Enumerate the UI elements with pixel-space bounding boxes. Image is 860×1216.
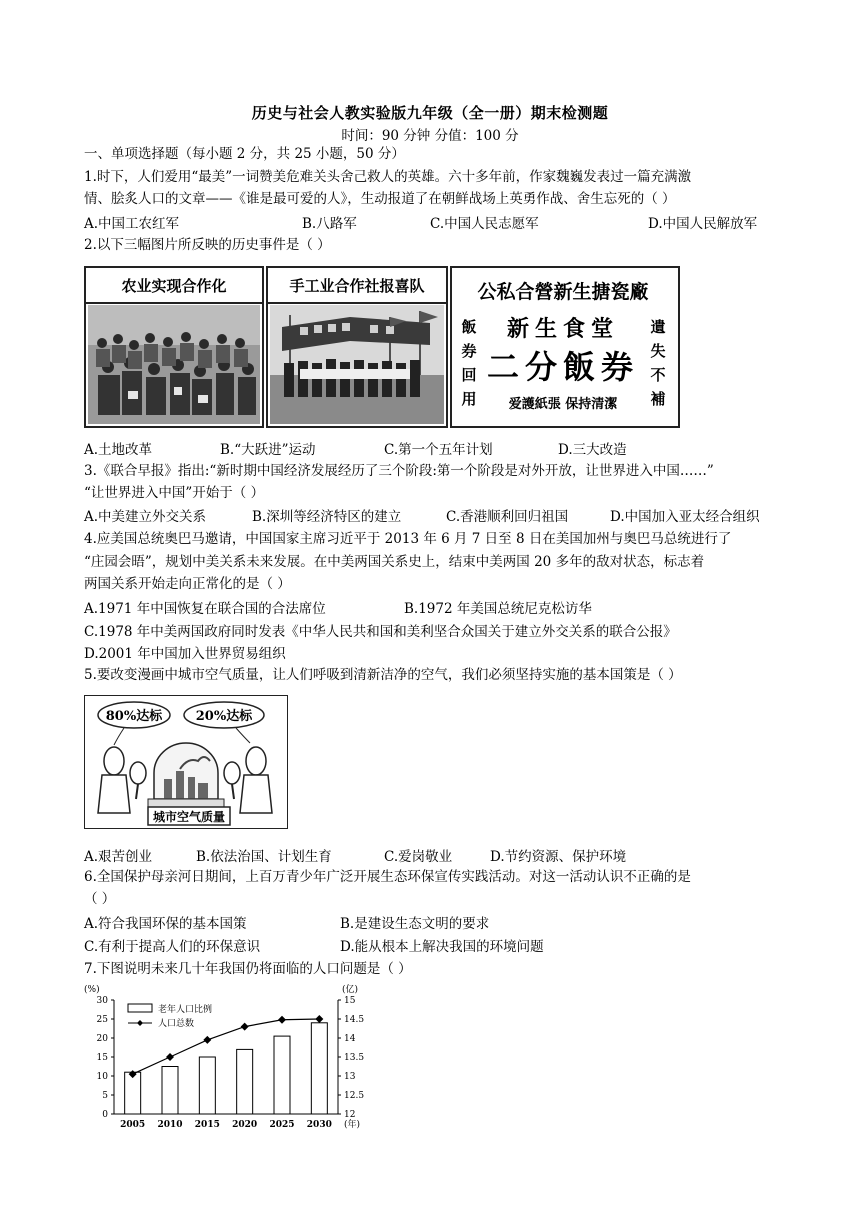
q5-option-a: A.艰苦创业 xyxy=(84,849,153,865)
right-axis-unit: (亿) xyxy=(342,985,359,995)
q3-stem-line1: 3.《联合早报》指出:“新时期中国经济发展经历了三个阶段:第一个阶段是对外开放，让世界进入中国……” xyxy=(84,463,714,479)
q1-option-b: B.八路军 xyxy=(302,216,357,232)
right-tick-label: 12.5 xyxy=(344,1091,365,1101)
exam-title: 历史与社会人教实验版九年级（全一册）期末检测题 xyxy=(251,104,609,122)
left-tick-label: 25 xyxy=(96,1015,108,1025)
x-tick-label: 2005 xyxy=(120,1120,146,1130)
point-total-population xyxy=(241,1023,249,1031)
bubble-right-text: 20%达标 xyxy=(195,709,253,724)
right-tick-label: 15 xyxy=(344,996,356,1006)
agriculture-photo xyxy=(88,305,260,424)
air-quality-cartoon xyxy=(84,695,288,829)
left-tick-label: 20 xyxy=(96,1034,108,1044)
x-tick-label: 2025 xyxy=(269,1120,295,1130)
coupon-footer: 爱護紙張 保持清潔 xyxy=(508,397,618,412)
coupon-line2: 二分飯券 xyxy=(486,348,640,386)
q3-stem-line2: “让世界进入中国”开始于（ ） xyxy=(84,485,265,501)
q6-stem-line2: （ ） xyxy=(84,891,116,907)
photo-panel-handicraft xyxy=(266,266,448,428)
coupon-left-2: 券 xyxy=(461,342,477,360)
q6-option-b: B.是建设生态文明的要求 xyxy=(340,916,490,932)
q2-option-a: A.土地改革 xyxy=(84,442,153,458)
right-tick-label: 14 xyxy=(344,1034,356,1044)
left-axis-unit: (%) xyxy=(84,985,100,995)
q4-option-c: C.1978 年中美两国政府同时发表《中华人民共和国和美利坚合众国关于建立外交关系的联合公报》 xyxy=(84,624,677,640)
population-chart-svg xyxy=(76,980,386,1130)
point-total-population xyxy=(203,1036,211,1044)
coupon-left-1: 飯 xyxy=(461,318,477,336)
right-tick-label: 14.5 xyxy=(344,1015,365,1025)
panel-title-agriculture: 农业实现合作化 xyxy=(86,268,262,304)
panel-title-handicraft: 手工业合作社报喜队 xyxy=(268,268,446,304)
left-tick-label: 10 xyxy=(96,1072,108,1082)
coupon-right-2: 失 xyxy=(650,342,666,360)
handicraft-parade-photo xyxy=(270,305,444,424)
coupon-right-4: 補 xyxy=(650,390,666,408)
coupon-right-3: 不 xyxy=(650,366,666,384)
q4-stem-line2: “庄园会晤”，规划中美关系未来发展。在中美两国关系史上，结束中美两国 20 多年的敌对状态，标志着 xyxy=(84,554,705,570)
x-tick-label: 2020 xyxy=(232,1120,258,1130)
q4-option-b: B.1972 年美国总统尼克松访华 xyxy=(404,601,592,617)
legend-label-bar: 老年人口比例 xyxy=(158,1005,213,1015)
q5-option-b: B.依法治国、计划生育 xyxy=(196,849,332,865)
photo-panel-agriculture xyxy=(84,266,264,428)
q5-option-c: C.爱岗敬业 xyxy=(384,849,453,865)
point-total-population xyxy=(278,1016,286,1024)
cartoon-drawing xyxy=(84,695,288,829)
x-axis-unit: (年) xyxy=(344,1120,361,1130)
point-total-population xyxy=(166,1053,174,1061)
q5-stem: 5.要改变漫画中城市空气质量，让人们呼吸到清新洁净的空气，我们必须坚持实施的基本国策是（ ） xyxy=(84,667,682,683)
bar-elderly-ratio xyxy=(162,1067,178,1115)
x-tick-label: 2030 xyxy=(306,1120,332,1130)
q3-option-a: A.中美建立外交关系 xyxy=(84,509,207,525)
q2-option-b: B.“大跃进”运动 xyxy=(220,442,316,458)
q4-option-d: D.2001 年中国加入世界贸易组织 xyxy=(84,646,286,662)
left-tick-label: 15 xyxy=(96,1053,108,1063)
legend-swatch-bar xyxy=(128,1004,152,1012)
right-tick-label: 13.5 xyxy=(344,1053,365,1063)
coupon-right-1: 遺 xyxy=(650,318,666,336)
q6-option-c: C.有利于提高人们的环保意识 xyxy=(84,939,261,955)
legend-label-line: 人口总数 xyxy=(158,1019,195,1029)
q6-option-d: D.能从根本上解决我国的环境问题 xyxy=(340,939,544,955)
coupon-left-3: 回 xyxy=(461,366,477,384)
right-tick-label: 12 xyxy=(344,1110,356,1120)
bar-elderly-ratio xyxy=(274,1036,290,1114)
bar-elderly-ratio xyxy=(237,1049,253,1114)
left-tick-label: 30 xyxy=(96,996,108,1006)
bar-elderly-ratio xyxy=(311,1023,327,1114)
q4-stem-line3: 两国关系开始走向正常化的是（ ） xyxy=(84,576,291,592)
exam-subtitle: 时间：90 分钟 分值：100 分 xyxy=(341,128,519,144)
coupon-left-4: 用 xyxy=(461,390,477,408)
coupon-line1: 新生食堂 xyxy=(506,317,620,342)
q7-stem: 7.下图说明未来几十年我国仍将面临的人口问题是（ ） xyxy=(84,961,412,977)
q3-option-c: C.香港顺利回归祖国 xyxy=(446,509,569,525)
bar-elderly-ratio xyxy=(199,1057,215,1114)
x-tick-label: 2010 xyxy=(157,1120,183,1130)
q2-option-c: C.第一个五年计划 xyxy=(384,442,493,458)
section-heading: 一、单项选择题（每小题 2 分，共 25 小题，50 分） xyxy=(84,146,405,162)
cartoon-label: 城市空气质量 xyxy=(152,810,226,824)
bubble-left-text: 80%达标 xyxy=(105,709,163,724)
q1-stem-line2: 情、脍炙人口的文章——《谁是最可爱的人》，生动报道了在朝鲜战场上英勇作战、舍生忘死的（ ） xyxy=(84,191,676,207)
x-tick-label: 2015 xyxy=(194,1120,220,1130)
q2-stem: 2.以下三幅图片所反映的历史事件是（ ） xyxy=(84,237,331,253)
coupon-header: 公私合營新生搪瓷廠 xyxy=(477,281,649,303)
q2-option-d: D.三大改造 xyxy=(558,442,627,458)
population-chart xyxy=(76,980,386,1130)
bar-elderly-ratio xyxy=(125,1072,141,1114)
q4-stem-line1: 4.应美国总统奥巴马邀请，中国国家主席习近平于 2013 年 6 月 7 日至 8 日在美国加州与奥巴马总统进行了 xyxy=(84,531,732,547)
left-tick-label: 5 xyxy=(102,1091,108,1101)
right-tick-label: 13 xyxy=(344,1072,356,1082)
q1-option-a: A.中国工农红军 xyxy=(84,216,180,232)
q5-option-d: D.节约资源、保护环境 xyxy=(490,849,627,865)
q3-option-d: D.中国加入亚太经合组织 xyxy=(610,509,760,525)
q6-stem-line1: 6.全国保护母亲河日期间，上百万青少年广泛开展生态环保宣传实践活动。对这一活动认识不正确的是 xyxy=(84,869,691,885)
point-total-population xyxy=(315,1015,323,1023)
q1-stem-line1: 1.时下，人们爱用“最美”一词赞美危难关头舍己救人的英雄。六十多年前，作家魏巍发表过一篇充满激 xyxy=(84,169,692,185)
q1-option-d: D.中国人民解放军 xyxy=(648,216,758,232)
q1-option-c: C.中国人民志愿军 xyxy=(430,216,539,232)
legend-swatch-marker xyxy=(137,1020,143,1026)
meal-coupon-image xyxy=(452,268,674,422)
q4-option-a: A.1971 年中国恢复在联合国的合法席位 xyxy=(84,601,326,617)
q6-option-a: A.符合我国环保的基本国策 xyxy=(84,916,247,932)
meal-coupon-panel xyxy=(450,266,680,428)
q3-option-b: B.深圳等经济特区的建立 xyxy=(252,509,402,525)
left-tick-label: 0 xyxy=(102,1110,108,1120)
